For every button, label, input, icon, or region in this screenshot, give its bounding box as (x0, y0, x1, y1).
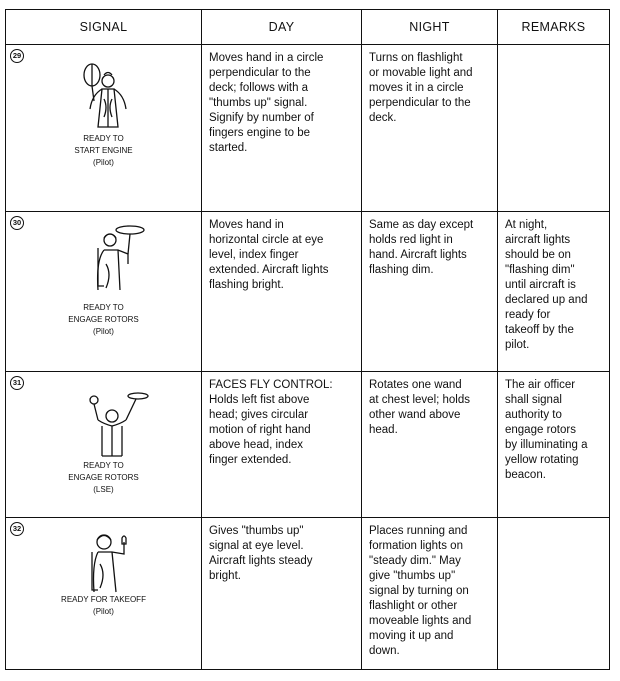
signal-number: 32 (10, 522, 24, 536)
day-cell: Moves hand in a circle perpendicular to the deck; follows with a "thumbs up" signal. Signify by number of fingers engine to be started. (202, 45, 362, 212)
header-signal: SIGNAL (6, 10, 202, 45)
remarks-cell: At night, aircraft lights should be on "flashing dim" until aircraft is declared up and ready for takeoff by the pilot. (498, 212, 610, 372)
header-night: NIGHT (362, 10, 498, 45)
pilot-finger-circle-icon (46, 224, 166, 304)
signal-row (6, 45, 610, 212)
signal-row (6, 518, 610, 670)
signal-cell (6, 45, 202, 212)
night-cell: Same as day except holds red light in hand. Aircraft lights flashing dim. (362, 212, 498, 372)
remarks-cell (498, 45, 610, 212)
header-remarks: REMARKS (498, 10, 610, 45)
day-cell: FACES FLY CONTROL: Holds left fist above head; gives circular motion of right hand above head, index finger extended. (202, 372, 362, 518)
signalman-hand-raised-circle-icon (46, 59, 166, 139)
night-cell: Places running and formation lights on "steady dim." May give "thumbs up" signal by turning on flashlight or other moveable lights and moving it up and down. (362, 518, 498, 670)
signal-number: 31 (10, 376, 24, 390)
signal-row (6, 212, 610, 372)
signal-number: 30 (10, 216, 24, 230)
header-day: DAY (202, 10, 362, 45)
signal-caption: READY TO START ENGINE (Pilot) (74, 134, 133, 167)
signal-cell (6, 518, 202, 670)
night-cell: Turns on flashlight or movable light and moves it in a circle perpendicular to the deck. (362, 45, 498, 212)
signal-cell (6, 212, 202, 372)
remarks-cell (498, 518, 610, 670)
signal-number: 29 (10, 49, 24, 63)
day-cell: Moves hand in horizontal circle at eye level, index finger extended. Aircraft lights flashing bright. (202, 212, 362, 372)
signal-caption: READY FOR TAKEOFF (Pilot) (61, 595, 146, 616)
signal-cell (6, 372, 202, 518)
remarks-cell: The air officer shall signal authority to engage rotors by illuminating a yellow rotating beacon. (498, 372, 610, 518)
header-row (6, 10, 610, 45)
signal-row (6, 372, 610, 518)
day-cell: Gives "thumbs up" signal at eye level. Aircraft lights steady bright. (202, 518, 362, 670)
night-cell: Rotates one wand at chest level; holds other wand above head. (362, 372, 498, 518)
signal-caption: READY TO ENGAGE ROTORS (Pilot) (68, 303, 139, 336)
signal-table (5, 9, 610, 670)
lse-fist-and-circle-icon (46, 390, 166, 470)
signal-caption: READY TO ENGAGE ROTORS (LSE) (68, 461, 139, 494)
